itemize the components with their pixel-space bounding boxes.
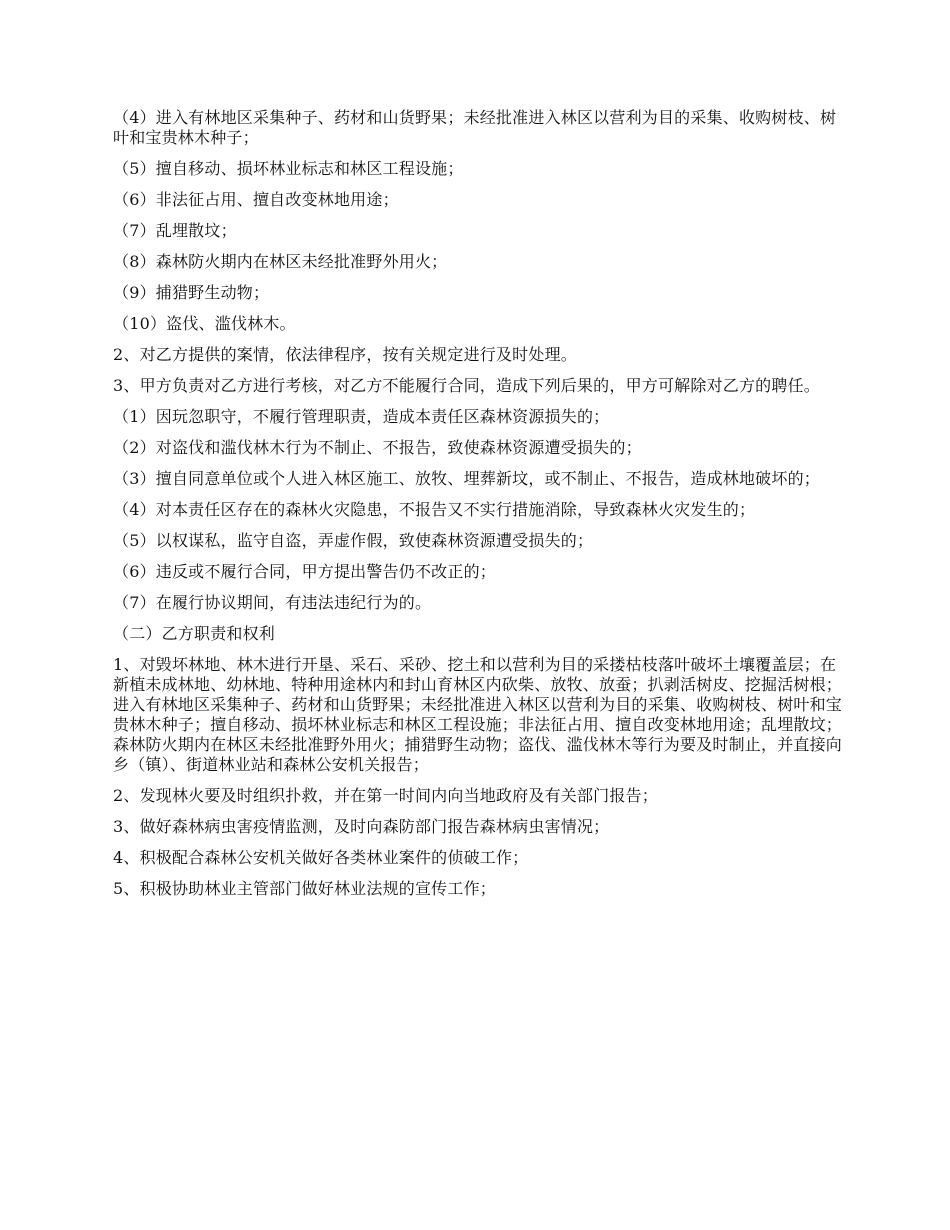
paragraph-dismissal-1: （1）因玩忽职守，不履行管理职责，造成本责任区森林资源损失的； <box>113 407 610 426</box>
paragraph-item-6-land-use: （6）非法征占用、擅自改变林地用途； <box>113 190 399 209</box>
paragraph-dismissal-5: （5）以权谋私，监守自盗，弄虚作假，致使森林资源遭受损失的； <box>113 531 594 550</box>
section-heading-party-b: （二）乙方职责和权利 <box>113 624 276 643</box>
paragraph-item-10-logging: （10）盗伐、滥伐林木。 <box>113 314 296 333</box>
paragraph-duty-4: 4、积极配合森林公安机关做好各类林业案件的侦破工作； <box>113 848 529 867</box>
paragraph-dismissal-3: （3）擅自同意单位或个人进入林区施工、放牧、埋葬新坟，或不制止、不报告，造成林地破坏的； <box>113 469 820 488</box>
paragraph-item-5-signs: （5）擅自移动、损坏林业标志和林区工程设施； <box>113 159 464 178</box>
paragraph-dismissal-7: （7）在履行协议期间，有违法违纪行为的。 <box>113 593 432 612</box>
paragraph-dismissal-2: （2）对盗伐和滥伐林木行为不制止、不报告，致使森林资源遭受损失的； <box>113 438 642 457</box>
paragraph-dismissal-4: （4）对本责任区存在的森林火灾隐患，不报告又不实行措施消除，导致森林火灾发生的； <box>113 500 756 519</box>
paragraph-item-4-collecting: （4）进入有林地区采集种子、药材和山货野果；未经批准进入林区以营利为目的采集、收购树枝、树叶和宝贵林木种子； <box>113 108 837 147</box>
paragraph-item-7-graves: （7）乱埋散坟； <box>113 221 237 240</box>
paragraph-item-9-hunting: （9）捕猎野生动物； <box>113 283 270 302</box>
paragraph-duty-1: 1、对毁坏林地、林木进行开垦、采石、采砂、挖土和以营利为目的采搂枯枝落叶破坏土壤覆盖层；在新植未成林地、幼林地、特种用途林内和封山育林区内砍柴、放牧、放蚕；扒剥活树皮、挖掘活树根；进入有林地区采集种子、药材和山货野果；未经批准进入林区以营利为目的采集、收购树枝、树叶和宝贵林木种子；擅自移动、损坏林业标志和林区工程设施；非法征占用、擅自改变林地用途；乱埋散坟；森林防火期内在林区未经批准野外用火；捕猎野生动物；盗伐、滥伐林木等行为要及时制止，并直接向乡（镇）、街道林业站和森林公安机关报告； <box>113 655 843 774</box>
paragraph-dismissal-6: （6）违反或不履行合同，甲方提出警告仍不改正的； <box>113 562 496 581</box>
paragraph-duty-3: 3、做好森林病虫害疫情监测，及时向森防部门报告森林病虫害情况； <box>113 817 610 836</box>
paragraph-clause-3: 3、甲方负责对乙方进行考核，对乙方不能履行合同，造成下列后果的，甲方可解除对乙方的聘任。 <box>113 376 820 395</box>
paragraph-duty-2: 2、发现林火要及时组织扑救，并在第一时间内向当地政府及有关部门报告； <box>113 786 658 805</box>
paragraph-duty-5: 5、积极协助林业主管部门做好林业法规的宣传工作； <box>113 879 496 898</box>
paragraph-clause-2: 2、对乙方提供的案情，依法律程序，按有关规定进行及时处理。 <box>113 345 577 364</box>
paragraph-item-8-fire: （8）森林防火期内在林区未经批准野外用火； <box>113 252 448 271</box>
document-page <box>113 108 843 910</box>
